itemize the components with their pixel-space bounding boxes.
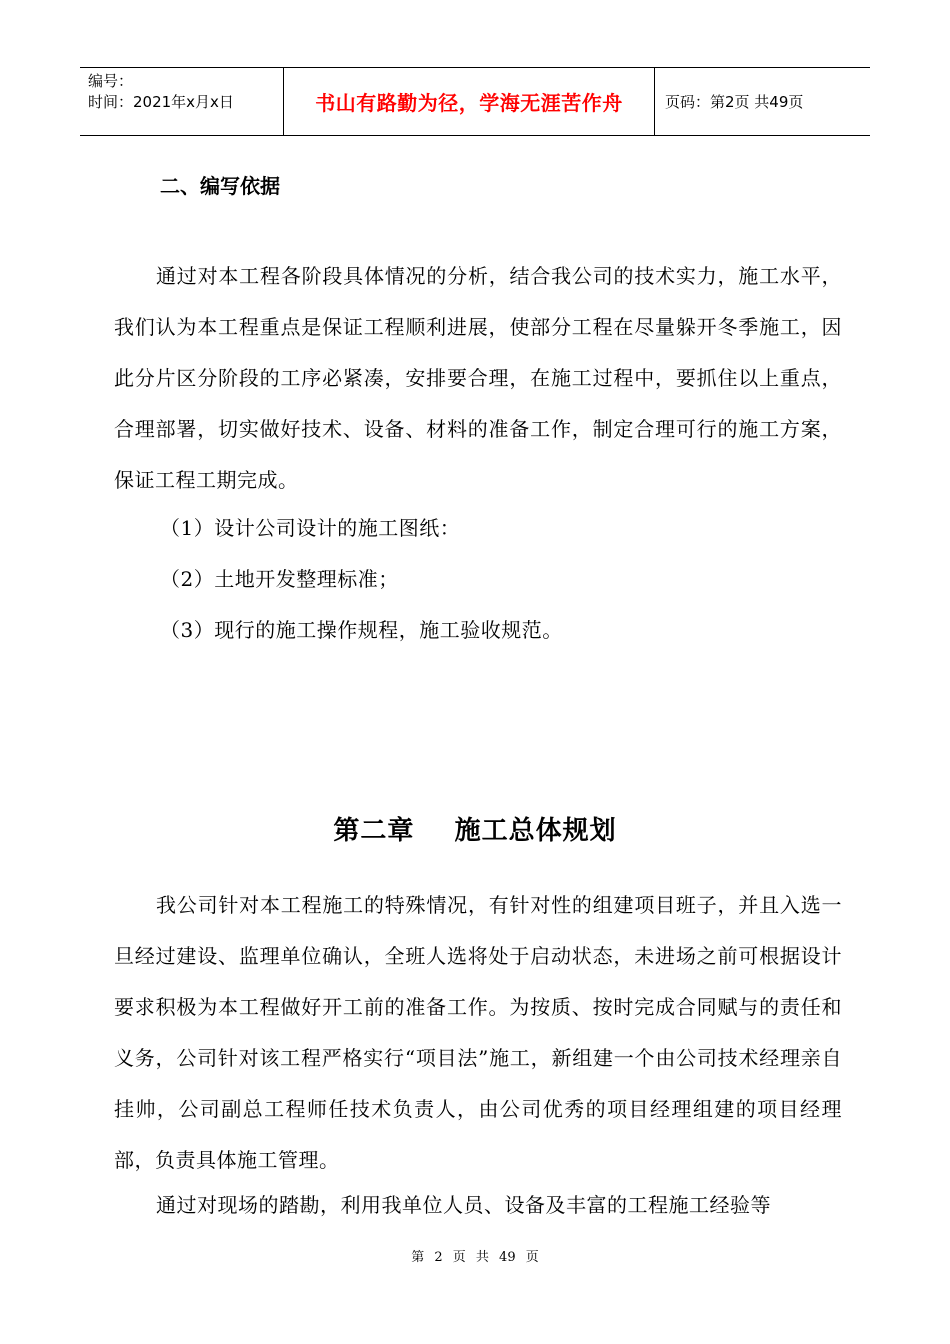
chapter-paragraph-2: 通过对现场的踏勘，利用我单位人员、设备及丰富的工程施工经验等 (156, 1193, 771, 1217)
header-motto-cell (283, 68, 655, 135)
header-meta-cell (80, 68, 283, 135)
section-paragraph: 通过对本工程各阶段具体情况的分析，结合我公司的技术实力，施工水平，我们认为本工程重点是保证工程顺利进展，使部分工程在尽量躲开冬季施工，因此分片区分阶段的工序必紧凑，安排要合理，在施工过程中，要抓住以上重点，合理部署，切实做好技术、设备、材料的准备工作，制定合理可行的施工方案，保证工程工期完成。 (114, 264, 842, 492)
chapter-paragraph-1: 我公司针对本工程施工的特殊情况，有针对性的组建项目班子，并且入选一旦经过建设、监理单位确认，全班人选将处于启动状态，未进场之前可根据设计要求积极为本工程做好开工前的准备工作。为按质、按时完成合同赋与的责任和义务，公司针对该工程严格实行“项目法”施工，新组建一个由公司技术经理亲自挂帅，公司副总工程师任技术负责人，由公司优秀的项目经理组建的项目经理部，负责具体施工管理。 (114, 893, 842, 1172)
document-header (80, 67, 870, 136)
basis-item-1: （1）设计公司设计的施工图纸： (160, 516, 461, 540)
chapter-title: 第二章 施工总体规划 (333, 816, 617, 846)
document-number-label: 编号： (88, 72, 134, 90)
document-date: 时间：2021年x月x日 (88, 93, 234, 111)
header-page-info: 页码：第2页 共49页 (665, 93, 804, 111)
basis-item-3: （3）现行的施工操作规程，施工验收规范。 (160, 618, 563, 642)
section-heading: 二、编写依据 (160, 174, 280, 198)
basis-item-2: （2）土地开发整理标准； (160, 567, 399, 591)
page-footer: 第 2 页 共 49 页 (411, 1250, 539, 1265)
header-motto: 书山有路勤为径，学海无涯苦作舟 (315, 91, 623, 115)
header-page-cell (655, 68, 870, 135)
